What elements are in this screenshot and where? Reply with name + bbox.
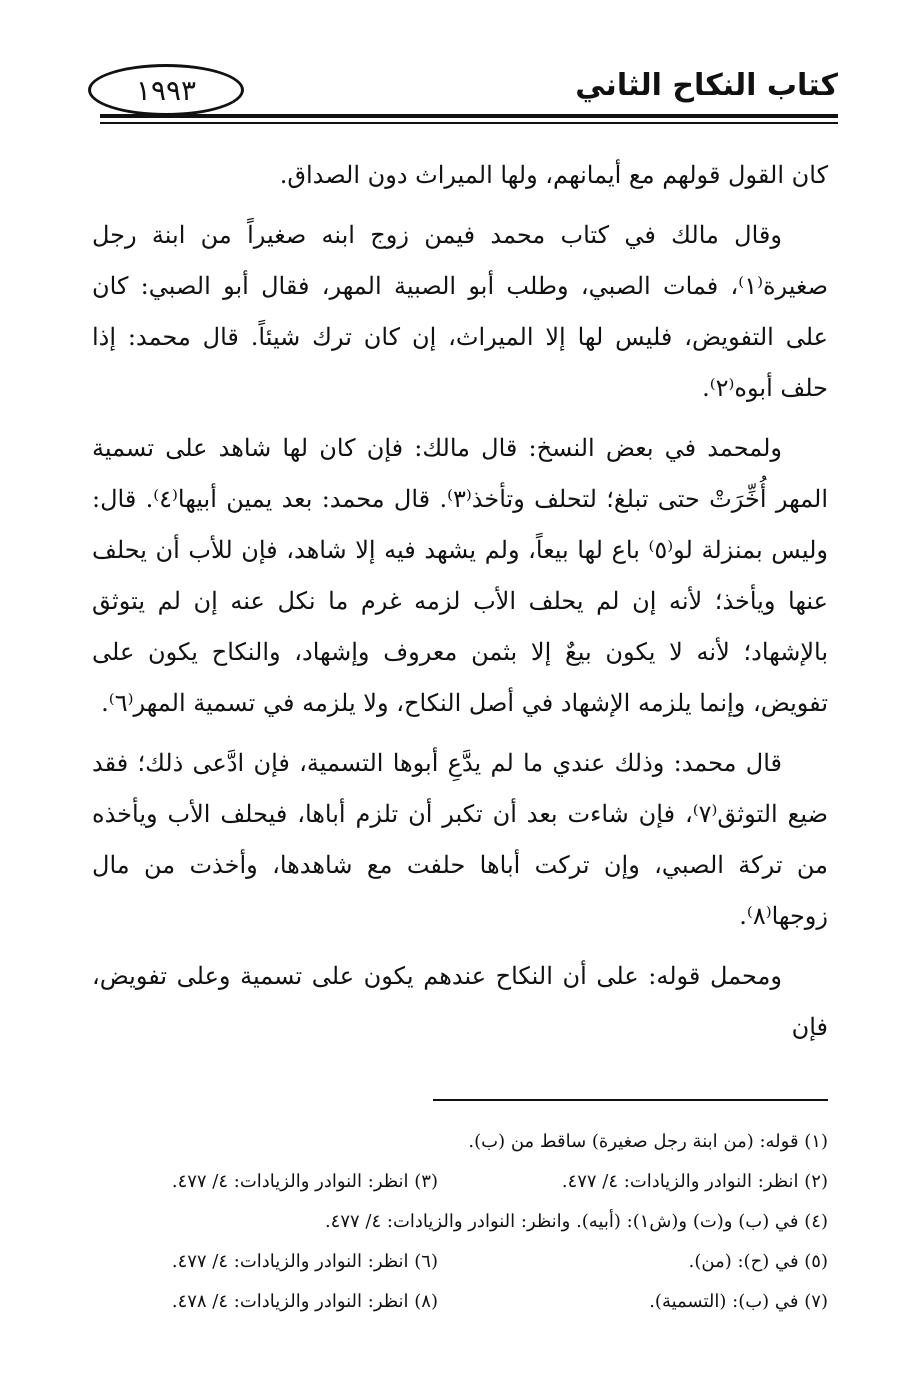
paragraph-1: كان القول قولهم مع أيمانهم، ولها الميراث دون الصداق. <box>279 161 828 189</box>
footnote-2: (٢) انظر: النوادر والزيادات: ٤/ ٤٧٧. <box>561 1171 828 1192</box>
book-title: كتاب النكاح الثاني <box>575 68 838 103</box>
footnote-3: (٣) انظر: النوادر والزيادات: ٤/ ٤٧٧. <box>171 1171 438 1192</box>
header-rule-thin <box>100 122 838 124</box>
paragraph-3: ولمحمد في بعض النسخ: قال مالك: فإن كان لها شاهد على تسمية المهر أُخِّرَتْ حتى تبلغ؛ لتحلف وتأخذ⁽٣⁾. قال محمد: بعد يمين أبيها⁽٤⁾. قال: وليس بمنزلة لو⁽٥⁾ باع لها بيعاً، ولم يشهد فيه إلا شاهد، فإن للأب أن يحلف عنها ويأخذ؛ لأنه إن لم يحلف الأب لزمه غرم ما نكل عنه إن لم يتوثق بالإشهاد؛ لأنه لا يكون بيعٌ إلا بثمن معروف وإشهاد، والنكاح يكون على تفويض، وإنما يلزمه الإشهاد في أصل النكاح، ولا يلزمه في تسمية المهر⁽٦⁾. <box>92 434 829 717</box>
page-number-badge <box>88 64 244 116</box>
footnote-row <box>92 1282 828 1322</box>
footnote-row <box>92 1202 828 1242</box>
footnote-1: (١) قوله: (من ابنة رجل صغيرة) ساقط من (ب). <box>468 1131 828 1152</box>
header-rule-thick <box>100 114 838 118</box>
paragraph-2: وقال مالك في كتاب محمد فيمن زوج ابنه صغيراً من ابنة رجل صغيرة⁽١⁾، فمات الصبي، وطلب أبو الصبية المهر، فقال أبو الصبي: كان على التفويض، فليس لها إلا الميراث، إن كان ترك شيئاً. قال محمد: إذا حلف أبوه⁽٢⁾. <box>92 221 828 402</box>
footnote-separator <box>433 1099 828 1101</box>
footnote-6: (٦) انظر: النوادر والزيادات: ٤/ ٤٧٧. <box>171 1251 438 1272</box>
footnote-5: (٥) في (ح): (من). <box>688 1251 828 1272</box>
paragraph-4: قال محمد: وذلك عندي ما لم يدَّعِ أبوها التسمية، فإن ادَّعى ذلك؛ فقد ضيع التوثق⁽٧⁾، فإن شاءت بعد أن تكبر أن تلزم أباها، فيحلف الأب ويأخذه من تركة الصبي، وإن تركت أباها حلفت مع شاهدها، وأخذت من مال زوجها⁽٨⁾. <box>92 749 829 930</box>
page-header <box>70 58 838 128</box>
main-text <box>92 150 828 1062</box>
footnote-row <box>92 1242 828 1282</box>
footnotes <box>92 1122 828 1322</box>
paragraph-5: ومحمل قوله: على أن النكاح عندهم يكون على تسمية وعلى تفويض، فإن <box>92 962 828 1041</box>
footnote-row <box>92 1162 828 1202</box>
footnote-8: (٨) انظر: النوادر والزيادات: ٤/ ٤٧٨. <box>171 1291 438 1312</box>
footnote-4: (٤) في (ب) و(ت) و(ش١): (أبيه). وانظر: النوادر والزيادات: ٤/ ٤٧٧. <box>324 1211 828 1232</box>
footnote-row <box>92 1122 828 1162</box>
page-number: ١٩٩٣ <box>135 73 197 107</box>
footnote-7: (٧) في (ب): (التسمية). <box>649 1291 828 1312</box>
